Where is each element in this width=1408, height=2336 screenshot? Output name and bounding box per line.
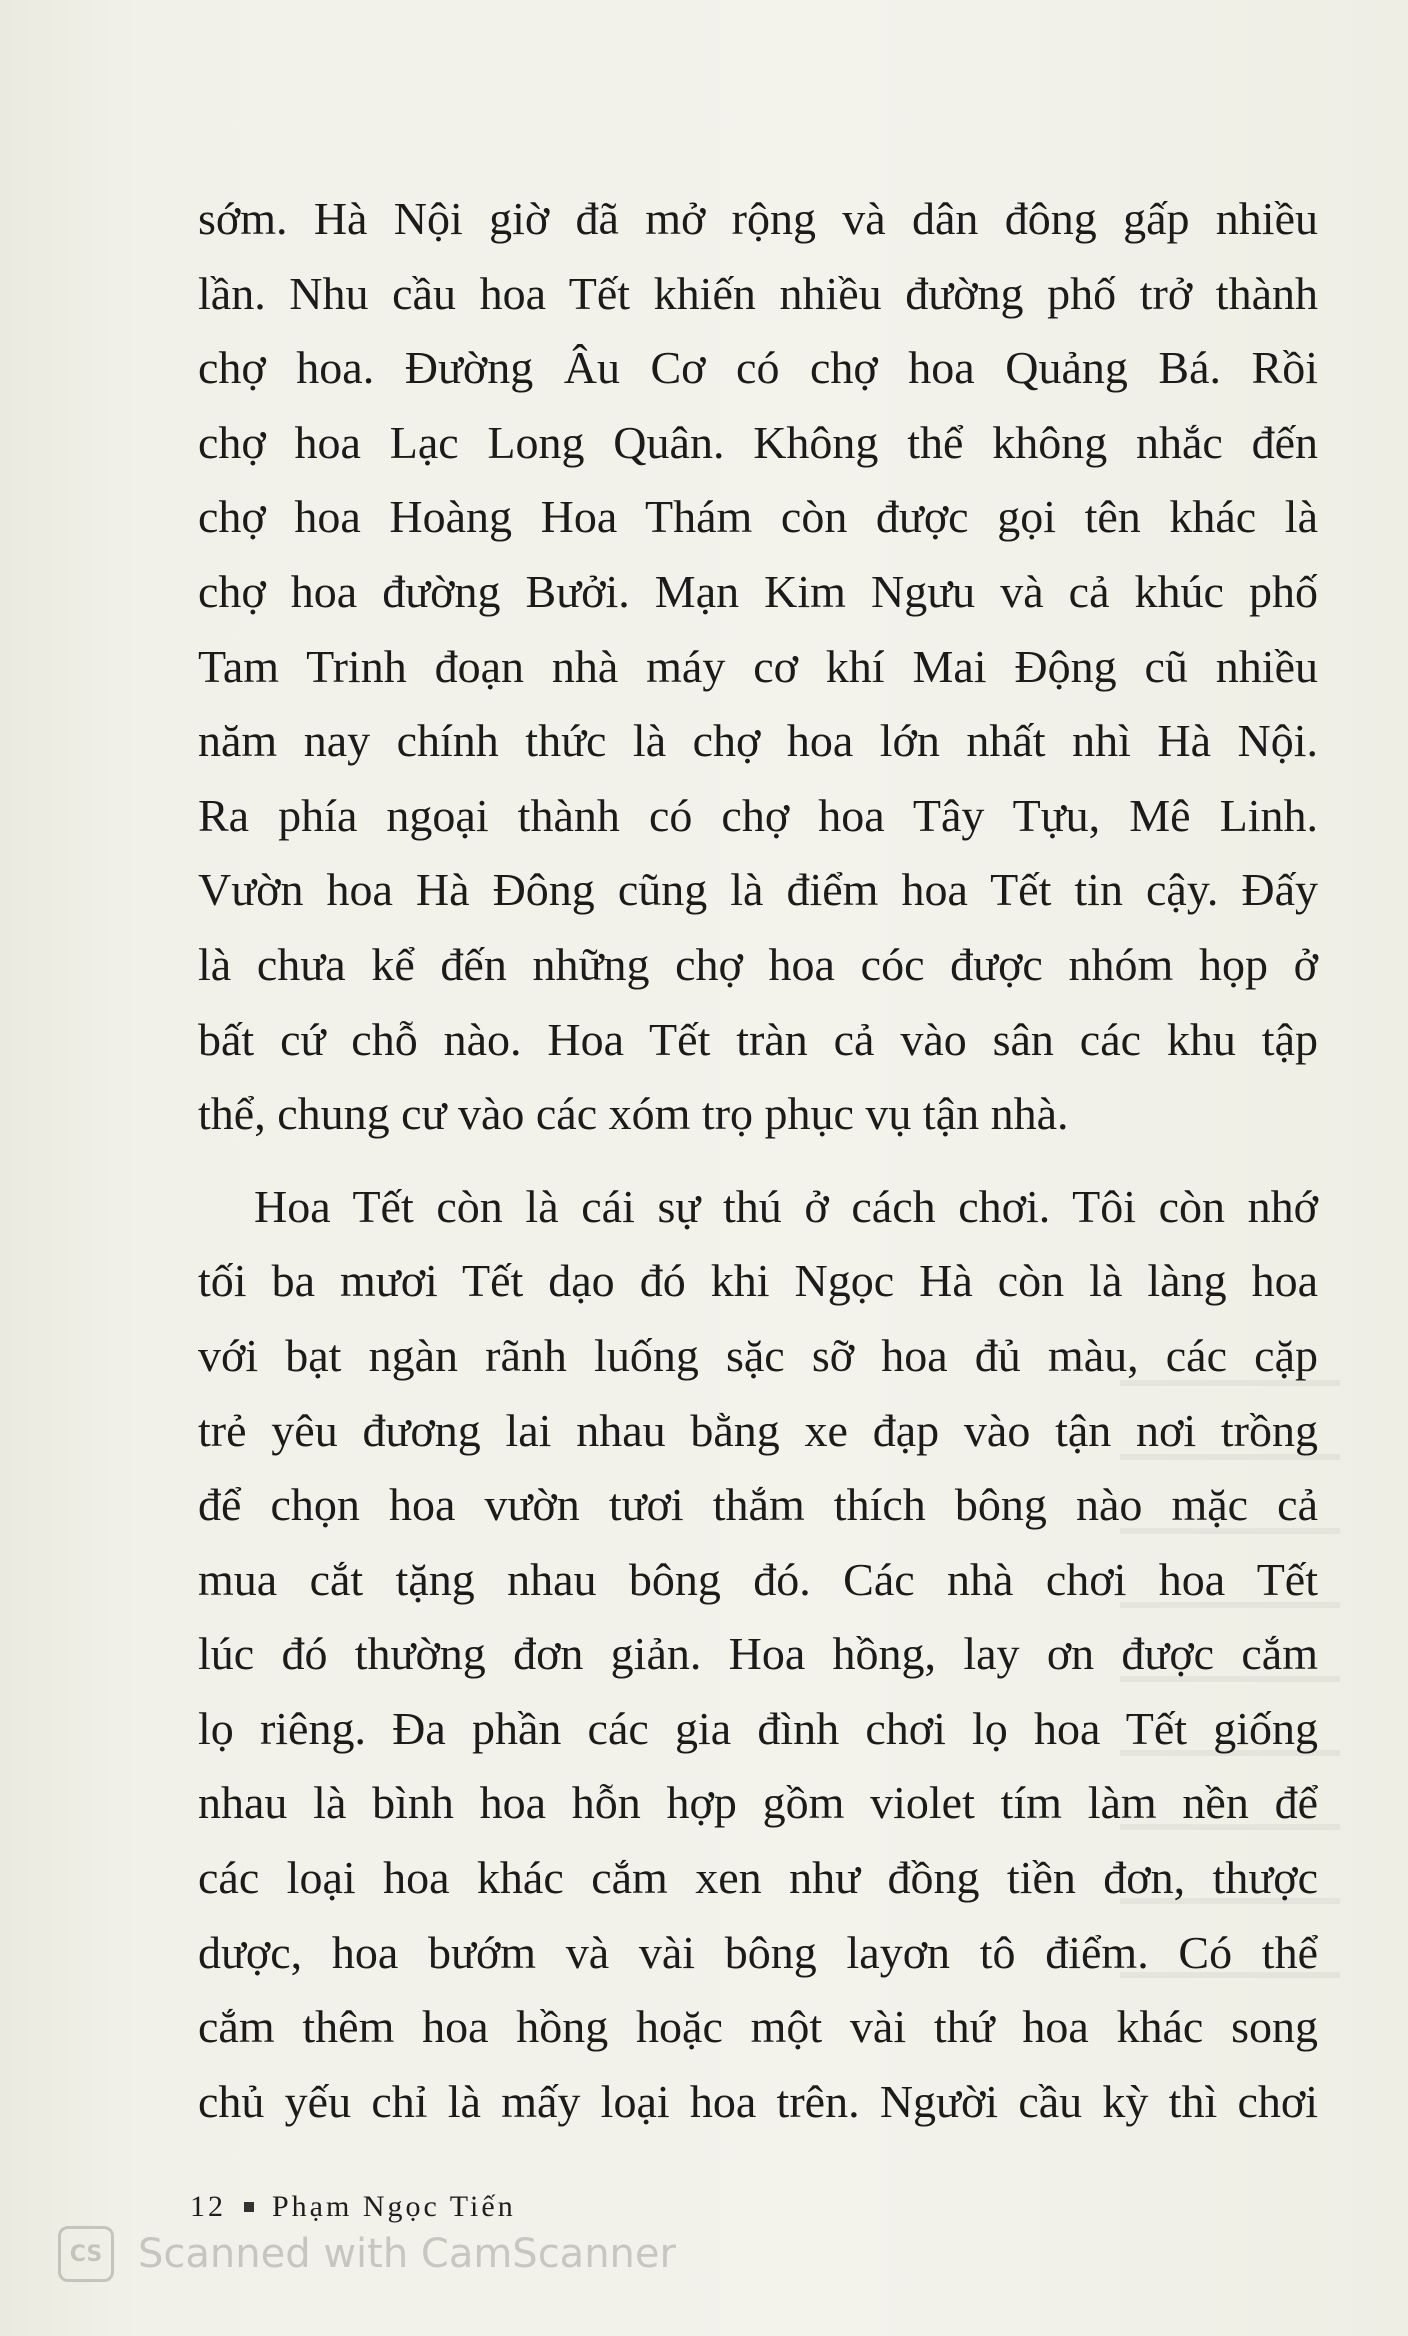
text-line: lúc đó thường đơn giản. Hoa hồng, lay ơn được cắm (198, 1628, 1318, 1680)
text-line: sớm. Hà Nội giờ đã mở rộng và dân đông gấp nhiều (198, 193, 1318, 244)
text-line: Tam Trinh đoạn nhà máy cơ khí Mai Động cũ nhiều (198, 640, 1318, 692)
text-line: với bạt ngàn rãnh luống sặc sỡ hoa đủ màu, các cặp (198, 1329, 1318, 1381)
text-line: lọ riêng. Đa phần các gia đình chơi lọ hoa Tết giống (198, 1702, 1318, 1754)
text-line: các loại hoa khác cắm xen như đồng tiền đơn, thược (198, 1852, 1318, 1904)
text-line: Ra phía ngoại thành có chợ hoa Tây Tựu, Mê Linh. (198, 789, 1318, 841)
author-name: Phạm Ngọc Tiến (272, 2190, 516, 2223)
watermark-text: Scanned with CamScanner (138, 2231, 676, 2277)
text-line: thể, chung cư vào các xóm trọ phục vụ tận nhà. (198, 1088, 1069, 1140)
text-line: chợ hoa Hoàng Hoa Thám còn được gọi tên khác là (198, 491, 1318, 543)
text-line: Vườn hoa Hà Đông cũng là điểm hoa Tết tin cậy. Đấy (198, 864, 1318, 916)
text-line: dược, hoa bướm và vài bông layơn tô điểm. Có thể (198, 1926, 1318, 1978)
text-line: chợ hoa Lạc Long Quân. Không thể không nhắc đến (198, 416, 1318, 468)
text-line: cắm thêm hoa hồng hoặc một vài thứ hoa khác song (198, 2001, 1318, 2053)
body-text (198, 182, 1318, 2139)
text-line: Hoa Tết còn là cái sự thú ở cách chơi. Tôi còn nhớ (254, 1180, 1318, 1232)
text-line: chủ yếu chỉ là mấy loại hoa trên. Người cầu kỳ thì chơi (198, 2075, 1318, 2127)
text-line: chợ hoa đường Bưởi. Mạn Kim Ngưu và cả khúc phố (198, 565, 1318, 617)
square-separator-icon (244, 2202, 254, 2212)
camscanner-watermark (58, 2226, 676, 2282)
text-line: chợ hoa. Đường Âu Cơ có chợ hoa Quảng Bá. Rồi (198, 342, 1318, 394)
text-line: là chưa kể đến những chợ hoa cóc được nhóm họp ở (198, 938, 1318, 990)
camscanner-logo-icon: CS (58, 2226, 114, 2282)
paragraph-2 (198, 1170, 1318, 2140)
page-number: 12 (190, 2190, 226, 2223)
text-line: lần. Nhu cầu hoa Tết khiến nhiều đường phố trở thành (198, 267, 1318, 319)
text-line: trẻ yêu đương lai nhau bằng xe đạp vào tận nơi trồng (198, 1404, 1318, 1456)
paragraph-1 (198, 182, 1318, 1152)
text-line: tối ba mươi Tết dạo đó khi Ngọc Hà còn là làng hoa (198, 1255, 1318, 1307)
text-line: để chọn hoa vườn tươi thắm thích bông nào mặc cả (198, 1479, 1318, 1531)
page-footer (190, 2190, 516, 2224)
text-line: bất cứ chỗ nào. Hoa Tết tràn cả vào sân các khu tập (198, 1013, 1318, 1065)
text-line: mua cắt tặng nhau bông đó. Các nhà chơi hoa Tết (198, 1553, 1318, 1605)
text-line: nhau là bình hoa hỗn hợp gồm violet tím làm nền để (198, 1777, 1318, 1829)
text-line: năm nay chính thức là chợ hoa lớn nhất nhì Hà Nội. (198, 715, 1318, 767)
